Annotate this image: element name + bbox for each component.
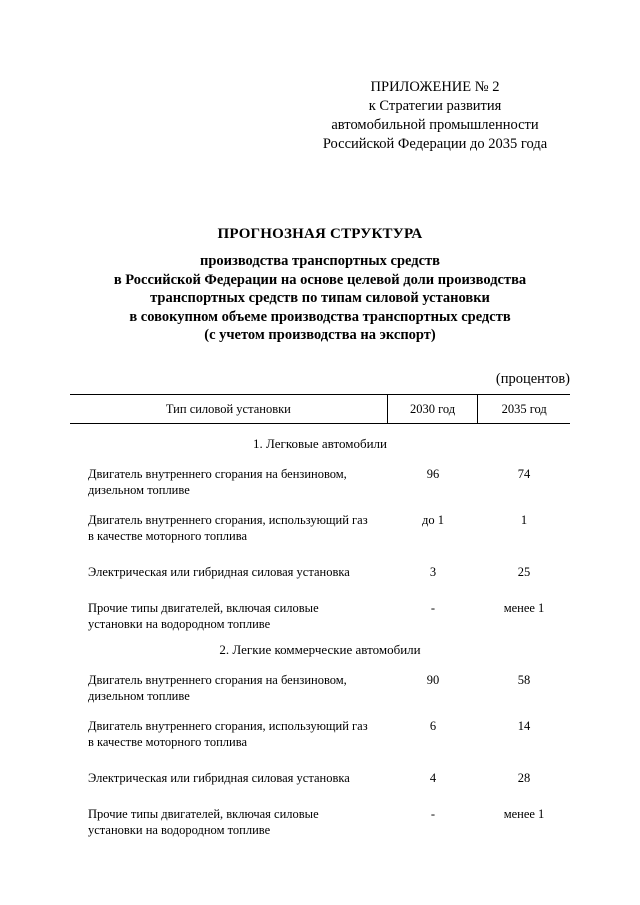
value-2035: 1	[520, 513, 528, 527]
row-type-line: в качестве моторного топлива	[88, 735, 247, 749]
header-2035: 2035 год	[477, 395, 570, 423]
row-type-line: Двигатель внутреннего сгорания, использующий газ	[88, 513, 368, 527]
row-type	[70, 770, 388, 786]
units-label: (процентов)	[495, 371, 570, 387]
row-type	[70, 672, 388, 704]
row-type	[70, 512, 388, 544]
document-subtitle	[60, 252, 580, 345]
row-type	[70, 564, 388, 580]
appendix-line-4: Российской Федерации до 2035 года	[322, 136, 548, 152]
value-2030: до 1	[422, 513, 444, 527]
subtitle-line: в Российской Федерации на основе целевой доли производства	[113, 271, 527, 288]
value-2030: 4	[429, 771, 437, 785]
value-2030: 90	[426, 673, 440, 687]
row-type-line: установки на водородном топливе	[88, 617, 271, 631]
appendix-line-2: к Стратегии развития	[368, 98, 502, 114]
value-2035: 25	[517, 565, 531, 579]
appendix-line-3: автомобильной промышленности	[331, 117, 539, 133]
row-type-line: дизельном топливе	[88, 483, 190, 497]
table-row	[70, 672, 570, 704]
row-type-line: Двигатель внутреннего сгорания на бензиновом,	[88, 673, 347, 687]
value-2035: 58	[517, 673, 531, 687]
table-row	[70, 806, 570, 838]
value-2035: менее 1	[503, 807, 545, 821]
row-type-line: Электрическая или гибридная силовая установка	[88, 565, 350, 579]
section-title: 1. Легковые автомобили	[253, 436, 387, 451]
table-row	[70, 466, 570, 498]
appendix-number: ПРИЛОЖЕНИЕ № 2	[370, 79, 500, 95]
table-row	[70, 600, 570, 632]
value-2030: 96	[426, 467, 440, 481]
appendix-header	[300, 78, 570, 154]
document-title: ПРОГНОЗНАЯ СТРУКТУРА	[217, 226, 423, 242]
row-type-line: Прочие типы двигателей, включая силовые	[88, 807, 319, 821]
subtitle-line: производства транспортных средств	[199, 253, 441, 269]
row-type-line: Двигатель внутреннего сгорания, использующий газ	[88, 719, 368, 733]
value-2030: 3	[429, 565, 437, 579]
subtitle-line: транспортных средств по типам силовой установки	[150, 290, 490, 306]
value-2030: -	[430, 601, 436, 615]
row-type-line: Прочие типы двигателей, включая силовые	[88, 601, 319, 615]
value-2035: 28	[517, 771, 531, 785]
row-type-line: Электрическая или гибридная силовая установка	[88, 771, 350, 785]
table-header	[70, 394, 570, 424]
table-row	[70, 512, 570, 544]
row-type-line: в качестве моторного топлива	[88, 529, 247, 543]
row-type-line: дизельном топливе	[88, 689, 190, 703]
forecast-table	[70, 394, 570, 838]
section-title: 2. Легкие коммерческие автомобили	[219, 642, 421, 657]
subtitle-line: (с учетом производства на экспорт)	[204, 327, 436, 343]
value-2035: 74	[517, 467, 531, 481]
row-type	[70, 718, 388, 750]
row-type-line: установки на водородном топливе	[88, 823, 271, 837]
table-row	[70, 718, 570, 750]
row-type	[70, 600, 388, 632]
table-row	[70, 564, 570, 580]
row-type-line: Двигатель внутреннего сгорания на бензиновом,	[88, 467, 347, 481]
value-2035: менее 1	[503, 601, 545, 615]
header-2030: 2030 год	[387, 395, 478, 423]
value-2035: 14	[517, 719, 531, 733]
row-type	[70, 806, 388, 838]
row-type	[70, 466, 388, 498]
value-2030: 6	[429, 719, 437, 733]
subtitle-line: в совокупном объеме производства транспортных средств	[129, 308, 511, 325]
value-2030: -	[430, 807, 436, 821]
header-type: Тип силовой установки	[165, 401, 291, 416]
table-row	[70, 770, 570, 786]
